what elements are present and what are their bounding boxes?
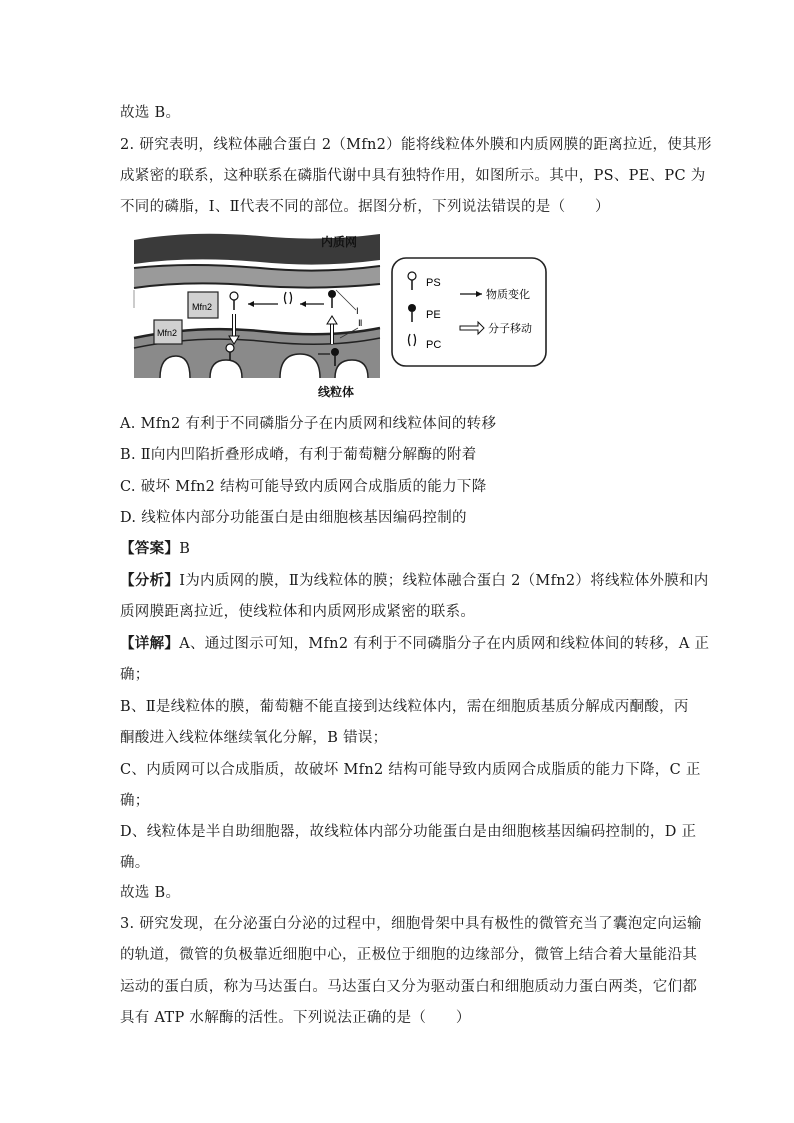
option-d: D. 线粒体内部分功能蛋白是由细胞核基因编码控制的 (120, 510, 467, 526)
question-3-line-2: 的轨道，微管的负极靠近细胞中心，正极位于细胞的边缘部分，微管上结合着大量能沿其 (120, 947, 698, 963)
answer-tag: 【答案】 (120, 540, 180, 557)
legend-change: 物质变化 (486, 288, 530, 301)
mfn2-figure (130, 228, 550, 400)
question-2-line-2: 成紧密的联系，这种联系在磷脂代谢中具有独特作用，如图所示。其中，PS、PE、PC 为 (120, 168, 706, 184)
option-a: A. Mfn2 有利于不同磷脂分子在内质网和线粒体间的转移 (120, 416, 497, 432)
mito-label: 线粒体 (318, 385, 355, 399)
site-1-label: Ⅰ (356, 306, 359, 316)
question-3-line-1: 3. 研究发现，在分泌蛋白分泌的过程中，细胞骨架中具有极性的微管充当了囊泡定向运输 (120, 916, 702, 932)
site-2-label: Ⅱ (358, 318, 363, 328)
legend-pe: PE (426, 309, 441, 321)
detail-line-8: 确。 (120, 855, 150, 871)
detail-line-1 (120, 634, 710, 654)
detail-line-7: D、线粒体是半自助细胞器，故线粒体内部分功能蛋白是由细胞核基因编码控制的，D 正 (120, 824, 697, 840)
detail-text-1: A、通过图示可知，Mfn2 有利于不同磷脂分子在内质网和线粒体间的转移，A 正 (179, 636, 710, 652)
mfn2-label-bottom: Mfn2 (157, 328, 178, 338)
option-c: C. 破坏 Mfn2 结构可能导致内质网合成脂质的能力下降 (120, 479, 487, 495)
detail-tag: 【详解】 (120, 635, 180, 652)
analysis-tag: 【分析】 (120, 572, 180, 589)
answer-line (120, 539, 676, 559)
question-2-line-1: 2. 研究表明，线粒体融合蛋白 2（Mfn2）能将线粒体外膜和内质网膜的距离拉近，使其形 (120, 137, 712, 153)
answer-value: B (179, 541, 191, 557)
analysis-text-1: Ⅰ为内质网的膜，Ⅱ为线粒体的膜；线粒体融合蛋白 2（Mfn2）将线粒体外膜和内 (179, 573, 709, 589)
option-b: B. Ⅱ向内凹陷折叠形成嵴，有利于葡萄糖分解酶的附着 (120, 447, 477, 463)
legend-pc: PC (426, 339, 442, 351)
text-line: 故选 B。 (120, 105, 181, 121)
legend-move: 分子移动 (488, 322, 532, 335)
mfn2-label-top: Mfn2 (192, 302, 213, 312)
analysis-line-1 (120, 571, 709, 591)
er-label: 内质网 (321, 235, 358, 249)
analysis-line-2: 质网膜距离拉近，使线粒体和内质网形成紧密的联系。 (120, 604, 476, 620)
question-3-line-3: 运动的蛋白质，称为马达蛋白。马达蛋白又分为驱动蛋白和细胞质动力蛋白两类，它们都 (120, 979, 698, 995)
detail-line-3: B、Ⅱ是线粒体的膜，葡萄糖不能直接到达线粒体内，需在细胞质基质分解成丙酮酸，丙 (120, 699, 689, 715)
detail-line-6: 确； (120, 793, 150, 809)
question-3-line-4: 具有 ATP 水解酶的活性。下列说法正确的是（ ） (120, 1010, 471, 1026)
detail-line-4: 酮酸进入线粒体继续氧化分解，B 错误； (120, 730, 388, 746)
detail-line-5: C、内质网可以合成脂质，故破坏 Mfn2 结构可能导致内质网合成脂质的能力下降，C 正 (120, 762, 701, 778)
detail-line-2: 确； (120, 667, 150, 683)
conclusion-line: 故选 B。 (120, 885, 181, 901)
question-2-line-3: 不同的磷脂，Ⅰ、Ⅱ代表不同的部位。据图分析，下列说法错误的是（ ） (120, 199, 610, 215)
legend-ps: PS (426, 277, 441, 289)
